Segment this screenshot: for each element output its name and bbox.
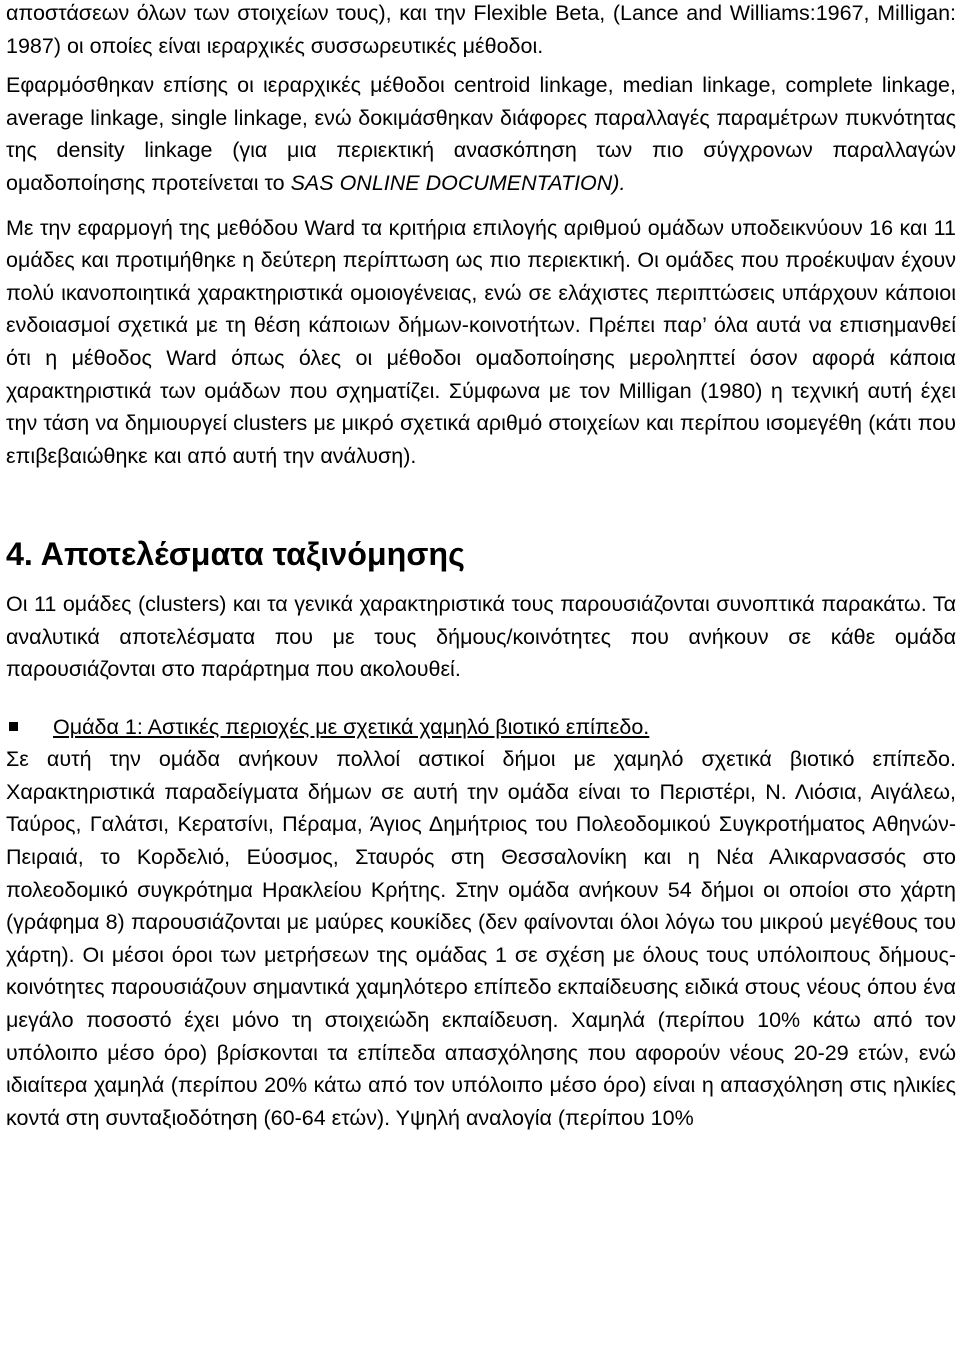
paragraph-cluster-1-description: Σε αυτή την ομάδα ανήκουν πολλοί αστικοί δήμοι με χαμηλό σχετικά βιοτικό επίπεδο. Χαρακτηριστικά παραδείγματα δήμων σε αυτή την ομάδα είναι το Περιστέρι, Ν. Λιόσια, Αιγάλεω, Ταύρος, Γαλάτσι, Κερατσίνι, Πέραμα, Άγιος Δημήτριος του Πολεοδομικού Συγκροτήματος Αθηνών-Πειραιά, το Κορδελιό, Εύοσμος, Σταυρός στη Θεσσαλονίκη και η Νέα Αλικαρνασσός στο πολεοδομικό συγκρότημα Ηρακλείου Κρήτης. Στην ομάδα ανήκουν 54 δήμοι οι οποίοι στο χάρτη (γράφημα 8) παρουσιάζονται με μαύρες κουκίδες (δεν φαίνονται όλοι λόγω του μικρού μεγέθους του χάρτη). Οι μέσοι όροι των μετρήσεων της ομάδας 1 σε σχέση με όλους τους υπόλοιπους δήμους-κοινότητες παρουσιάζουν σημαντικά χαμηλότερο επίπεδο εκπαίδευσης ειδικά στους νέους όπου ένα μεγάλο ποσοστό έχει μόνο τη στοιχειώδη εκπαίδευση. Χαμηλά (περίπου 10% κάτω από τον υπόλοιπο μέσο όρο) βρίσκονται τα επίπεδα απασχόλησης που αφορούν νέους 20-29 ετών, ενώ ιδιαίτερα χαμηλά (περίπου 20% κάτω από τον υπόλοιπο μέσο όρο) είναι η απασχόληση στις ηλικίες κοντά στη συνταξιοδότηση (60-64 ετών). Υψηλή αναλογία (περίπου 10% — [6, 747, 956, 1130]
cluster-1-bullet — [6, 711, 956, 744]
paragraph-ward-method: Με την εφαρμογή της μεθόδου Ward τα κριτήρια επιλογής αριθμού ομάδων υποδεικνύουν 16 και 11 ομάδες και προτιμήθηκε η δεύτερη περίπτωση ως πιο περιεκτική. Οι ομάδες που προέκυψαν έχουν πολύ ικανοποιητικά χαρακτηριστικά ομοιογένειας, ενώ σε ελάχιστες περιπτώσεις υπάρχουν κάποιοι ενδοιασμοί σχετικά με τη θέση κάποιων δήμων-κοινοτήτων. Πρέπει παρ’ όλα αυτά να επισημανθεί ότι η μέθοδος Ward όπως όλες οι μέθοδοι ομαδοποίησης μεροληπτεί όσον αφορά κάποια χαρακτηριστικά των ομάδων που σχηματίζει. Σύμφωνα με τον Milligan (1980) η τεχνική αυτή έχει την τάση να δημιουργεί clusters με μικρό σχετικά αριθμό στοιχείων και περίπου ισομεγέθη (κάτι που επιβεβαιώθηκε και από αυτή την ανάλυση). — [6, 215, 956, 468]
paragraph-hierarchical-methods — [6, 69, 956, 199]
sas-documentation-reference: SAS ONLINE DOCUMENTATION). — [290, 170, 626, 195]
square-bullet-icon — [9, 722, 18, 731]
paragraph-clusters-intro: Οι 11 ομάδες (clusters) και τα γενικά χαρακτηριστικά τους παρουσιάζονται συνοπτικά παρακάτω. Τα αναλυτικά αποτελέσματα που με τους δήμους/κοινότητες που ανήκουν σε κάθε ομάδα παρουσιάζονται στο παράρτημα που ακολουθεί. — [6, 591, 956, 682]
document-page — [6, 0, 956, 1134]
cluster-1-title: Ομάδα 1: Αστικές περιοχές με σχετικά χαμηλό βιοτικό επίπεδο. — [53, 714, 650, 739]
paragraph-hierarchical-methods-text: Εφαρμόσθηκαν επίσης οι ιεραρχικές μέθοδοι centroid linkage, median linkage, complete linkage, average linkage, single linkage, ενώ δοκιμάσθηκαν διάφορες παραλλαγές παραμέτρων πυκνότητας της density linkage (για μια περιεκτική ανασκόπηση των πιο σύγχρονων παραλλαγών ομαδοποίησης προτείνεται το — [6, 73, 956, 195]
section-heading: 4. Αποτελέσματα ταξινόμησης — [6, 536, 465, 573]
paragraph-methods-end: αποστάσεων όλων των στοιχείων τους), και την Flexible Beta, (Lance and Williams:1967, Milligan: 1987) οι οποίες είναι ιεραρχικές συσσωρευτικές μέθοδοι. — [6, 1, 956, 58]
